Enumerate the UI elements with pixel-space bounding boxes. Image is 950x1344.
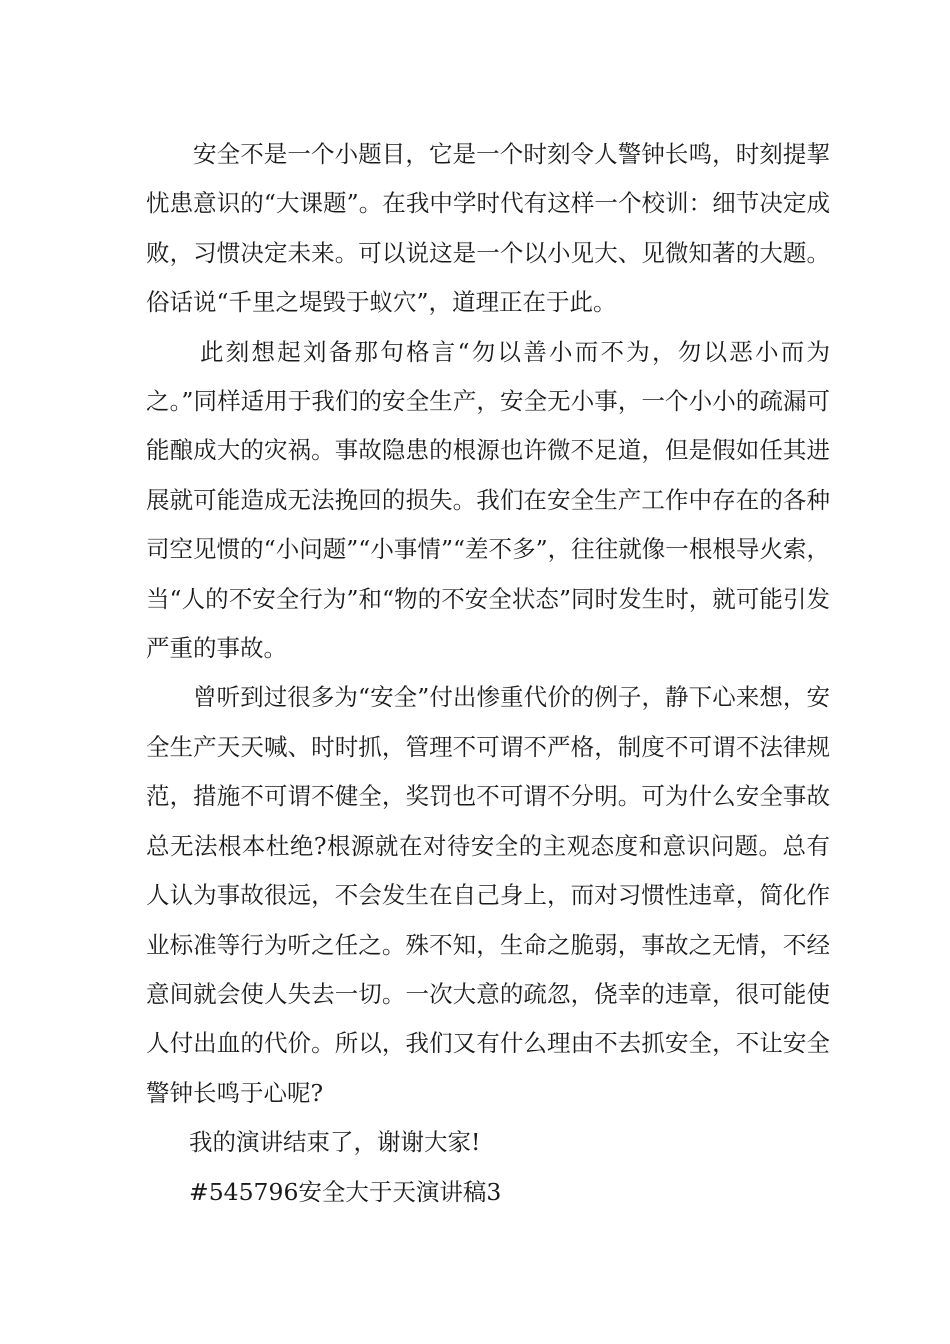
document-body bbox=[146, 130, 830, 1217]
next-article-heading: #545796安全大于天演讲稿3 bbox=[189, 1177, 502, 1206]
paragraph-2: 此刻想起刘备那句格言“勿以善小而不为，勿以恶小而为之。”同样适用于我们的安全生产，安全无小事，一个小小的疏漏可能酿成大的灾祸。事故隐患的根源也许微不足道，但是假如任其进展就可能造成无法挽回的损失。我们在安全生产工作中存在的各种司空见惯的“小问题”“小事情”“差不多”，往往就像一根根导火索，当“人的不安全行为”和“物的不安全状态”同时发生时，就可能引发严重的事故。 bbox=[146, 337, 830, 663]
paragraph-3: 曾听到过很多为“安全”付出惨重代价的例子，静下心来想，安全生产天天喊、时时抓，管理不可谓不严格，制度不可谓不法律规范，措施不可谓不健全，奖罚也不可谓不分明。可为什么安全事故总无法根本杜绝?根源就在对待安全的主观态度和意识问题。总有人认为事故很远，不会发生在自己身上，而对习惯性违章，简化作业标准等行为听之任之。殊不知，生命之脆弱，事故之无情，不经意间就会使人失去一切。一次大意的疏忽，侥幸的违章，很可能使人付出血的代价。所以，我们又有什么理由不去抓安全，不让安全警钟长鸣于心呢? bbox=[146, 683, 830, 1107]
closing-line: 我的演讲结束了，谢谢大家! bbox=[189, 1128, 481, 1157]
paragraph-1: 安全不是一个小题目，它是一个时刻令人警钟长鸣，时刻提挈忧患意识的“大课题”。在我中学时代有这样一个校训：细节决定成败，习惯决定未来。可以说这是一个以小见大、见微知著的大题。俗话说“千里之堤毁于蚁穴”，道理正在于此。 bbox=[146, 140, 830, 317]
